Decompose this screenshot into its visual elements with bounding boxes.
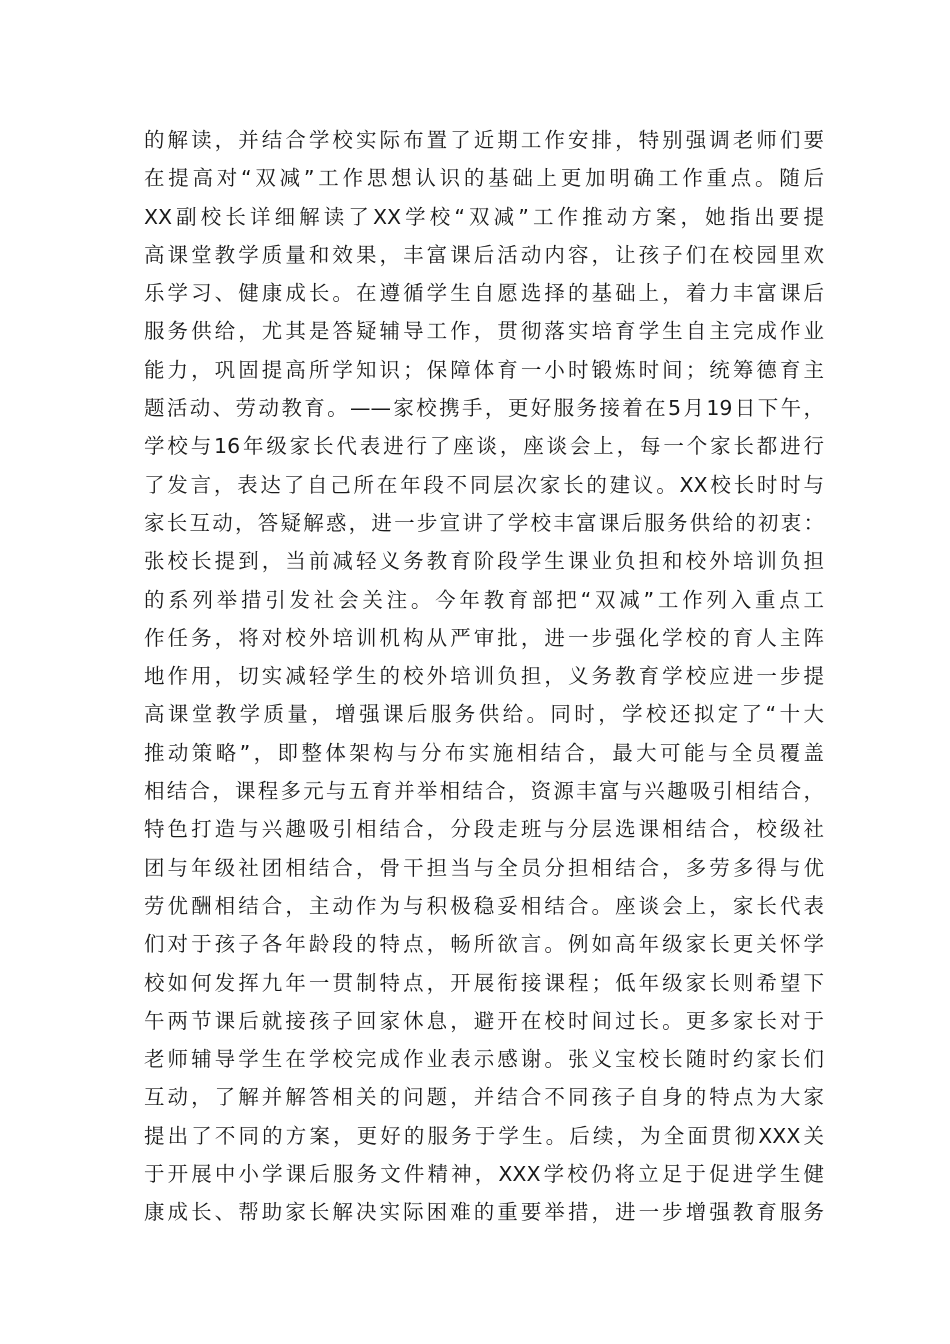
text-line: 能力，巩固提高所学知识；保障体育一小时锻炼时间；统筹德育主 <box>144 357 824 382</box>
text-line: 张校长提到，当前减轻义务教育阶段学生课业负担和校外培训负担 <box>144 549 824 574</box>
text-line: 高课堂教学质量和效果，丰富课后活动内容，让孩子们在校园里欢 <box>144 242 824 267</box>
text-line: 老师辅导学生在学校完成作业表示感谢。张义宝校长随时约家长们 <box>144 1047 824 1072</box>
text-line: 劳优酬相结合，主动作为与积极稳妥相结合。座谈会上，家长代表 <box>144 893 824 918</box>
text-line: 服务供给，尤其是答疑辅导工作，贯彻落实培育学生自主完成作业 <box>144 319 824 344</box>
text-line: 午两节课后就接孩子回家休息，避开在校时间过长。更多家长对于 <box>144 1008 824 1033</box>
text-line: 校如何发挥九年一贯制特点，开展衔接课程；低年级家长则希望下 <box>144 970 824 995</box>
text-line: 提出了不同的方案，更好的服务于学生。后续，为全面贯彻XXX关 <box>144 1123 824 1148</box>
text-line: 的系列举措引发社会关注。今年教育部把“双减”工作列入重点工 <box>144 587 824 612</box>
text-line: 康成长、帮助家长解决实际困难的重要举措，进一步增强教育服务 <box>144 1200 824 1225</box>
text-line: 团与年级社团相结合，骨干担当与全员分担相结合，多劳多得与优 <box>144 855 824 880</box>
text-line: 互动，了解并解答相关的问题，并结合不同孩子自身的特点为大家 <box>144 1085 824 1110</box>
text-line: XX副校长详细解读了XX学校“双减”工作推动方案，她指出要提 <box>144 204 824 229</box>
text-line: 乐学习、健康成长。在遵循学生自愿选择的基础上，着力丰富课后 <box>144 281 824 306</box>
text-line: 题活动、劳动教育。——家校携手，更好服务接着在5月19日下午， <box>144 396 824 421</box>
text-line: 于开展中小学课后服务文件精神，XXX学校仍将立足于促进学生健 <box>144 1162 824 1187</box>
text-line: 学校与16年级家长代表进行了座谈，座谈会上，每一个家长都进行 <box>144 434 824 459</box>
text-line: 推动策略”，即整体架构与分布实施相结合，最大可能与全员覆盖 <box>144 740 824 765</box>
text-line: 作任务，将对校外培训机构从严审批，进一步强化学校的育人主阵 <box>144 625 824 650</box>
text-line: 的解读，并结合学校实际布置了近期工作安排，特别强调老师们要 <box>144 128 824 152</box>
body-paragraph <box>144 121 824 1232</box>
text-line: 在提高对“双减”工作思想认识的基础上更加明确工作重点。随后 <box>144 166 824 191</box>
text-line: 相结合，课程多元与五育并举相结合，资源丰富与兴趣吸引相结合， <box>144 779 824 804</box>
text-line: 高课堂教学质量，增强课后服务供给。同时，学校还拟定了“十大 <box>144 702 824 727</box>
text-line: 了发言，表达了自己所在年段不同层次家长的建议。XX校长时时与 <box>144 472 824 497</box>
text-line: 地作用，切实减轻学生的校外培训负担，义务教育学校应进一步提 <box>144 664 824 689</box>
text-line: 们对于孩子各年龄段的特点，畅所欲言。例如高年级家长更关怀学 <box>144 932 824 957</box>
text-line: 特色打造与兴趣吸引相结合，分段走班与分层选课相结合，校级社 <box>144 817 824 842</box>
text-line: 家长互动，答疑解惑，进一步宣讲了学校丰富课后服务供给的初衷： <box>144 510 824 535</box>
